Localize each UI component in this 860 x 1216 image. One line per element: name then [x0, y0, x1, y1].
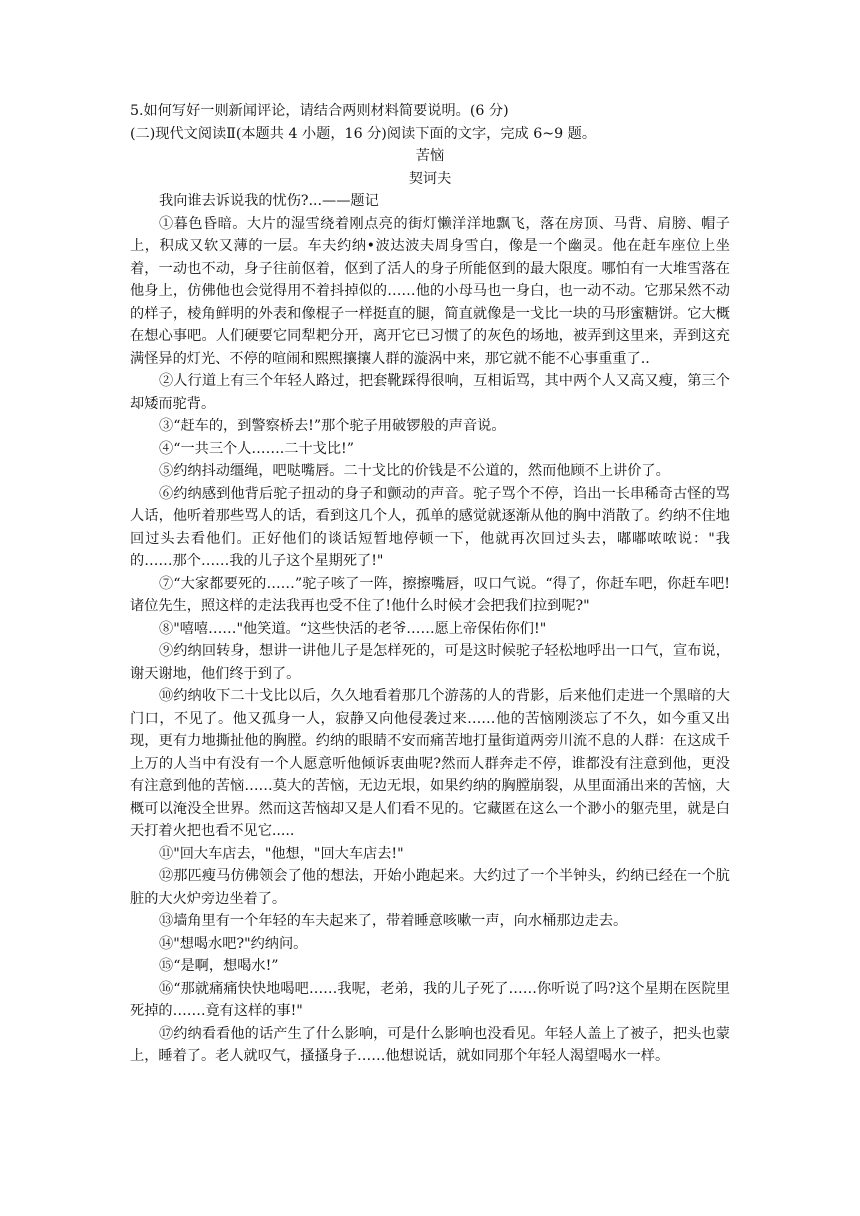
paragraph-5: ⑤约纳抖动缰绳，吧哒嘴唇。二十戈比的价钱是不公道的，然而他顾不上讲价了。: [159, 463, 670, 479]
paragraph-14: ⑭"想喝水吧?"约纳问。: [159, 935, 308, 952]
paragraph-11: ⑪"回大车店去，"他想，"回大车店去!": [159, 845, 404, 862]
epigraph: 我向谁去诉说我的忧伤?...——题记: [159, 193, 379, 209]
paragraph-15: ⑮“是啊，想喝水!”: [159, 958, 279, 974]
article-title: 苦恼: [415, 148, 445, 164]
paragraph-10: ⑩约纳收下二十戈比以后，久久地看着那几个游荡的人的背影，后来他们走进一个黑暗的大门口，不见了。他又孤身一人，寂静又向他侵袭过来……他的苦恼刚淡忘了不久，如今重又出现，更有力地撕扯他的胸膛。约纳的眼睛不安而痛苦地打量街道两旁川流不息的人群：在这成千上万的人当中有没有一个人愿意听他倾诉衷曲呢?然而人群奔走不停，谁都没有注意到他，更没有注意到他的苦恼……莫大的苦恼，无边无垠，如果约纳的胸膛崩裂，从里面涌出来的苦恼，大概可以淹没全世界。然而这苦恼却又是人们看不见的。它藏匿在这么一个渺小的躯壳里，就是白天打着火把也看不见它.....: [130, 688, 730, 839]
question-5: 5.如何写好一则新闻评论，请结合两则材料简要说明。(6 分): [130, 103, 509, 119]
paragraph-16: ⑯“那就痛痛快快地喝吧……我呢，老弟，我的儿子死了……你听说了吗?这个星期在医院里死掉的…….竟有这样的事!": [130, 980, 730, 1019]
document-page: [130, 100, 730, 1068]
paragraph-3: ③“赶车的，到警察桥去!”那个驼子用破锣般的声音说。: [159, 418, 506, 434]
article-author: 契诃夫: [408, 170, 452, 187]
paragraph-2: ②人行道上有三个年轻人路过，把套靴踩得很响，互相诟骂，其中两个人又高又瘦，第三个却矮而驼背。: [130, 373, 730, 412]
paragraph-9: ⑨约纳回转身，想讲一讲他儿子是怎样死的，可是这时候驼子轻松地呼出一口气，宣布说，谢天谢地，他们终于到了。: [130, 643, 730, 682]
section-header: (二)现代文阅读Ⅱ(本题共 4 小题，16 分)阅读下面的文字，完成 6~9 题。: [130, 125, 597, 142]
paragraph-6: ⑥约纳感到他背后驼子扭动的身子和颤动的声音。驼子骂个不停，诌出一长串稀奇古怪的骂人话，他听着那些骂人的话，看到这几个人，孤单的感觉就逐渐从他的胸中消散了。约纳不住地回过头去看他们。正好他们的谈话短暂地停顿一下，他就再次回过头去，嘟嘟哝哝说："我的……那个……我的儿子这个星期死了!": [130, 485, 730, 569]
paragraph-13: ⑬墙角里有一个年轻的车夫起来了，带着睡意咳嗽一声，向水桶那边走去。: [159, 913, 628, 929]
paragraph-1: ①暮色昏暗。大片的湿雪绕着刚点亮的街灯懒洋洋地飘飞，落在房顶、马背、肩膀、帽子上，积成又软又薄的一层。车夫约纳•波达波夫周身雪白，像是一个幽灵。他在赶车座位上坐着，一动也不动，身子往前伛着，伛到了活人的身子所能伛到的最大限度。哪怕有一大堆雪落在他身上，仿佛他也会觉得用不着抖掉似的……他的小母马也一身白，也一动不动。它那呆然不动的样子，棱角鲜明的外表和像棍子一样挺直的腿，简直就像是一戈比一块的马形蜜糖饼。它大概在想心事吧。人们硬要它同犁耙分开，离开它已习惯了的灰色的场地，被弄到这里来，弄到这充满怪异的灯光、不停的喧闹和熙熙攘攘人群的漩涡中来，那它就不能不心事重重了..: [130, 215, 730, 367]
paragraph-4: ④“一共三个人…….二十戈比!”: [159, 440, 354, 457]
paragraph-8: ⑧"嘻嘻……"他笑道。“这些快活的老爷……愿上帝保佑你们!": [159, 620, 547, 637]
paragraph-17: ⑰约纳看看他的话产生了什么影响，可是什么影响也没看见。年轻人盖上了被子，把头也蒙上，睡着了。老人就叹气，搔搔身子……他想说话，就如同那个年轻人渴望喝水一样。: [130, 1025, 730, 1064]
paragraph-7: ⑦“大家都要死的……”驼子咳了一阵，擦擦嘴唇，叹口气说。“得了，你赶车吧，你赶车吧!诸位先生，照这样的走法我再也受不住了!他什么时候才会把我们拉到呢?": [130, 575, 730, 614]
paragraph-12: ⑫那匹瘦马仿佛领会了他的想法，开始小跑起来。大约过了一个半钟头，约纳已经在一个肮脏的大火炉旁边坐着了。: [130, 868, 730, 907]
